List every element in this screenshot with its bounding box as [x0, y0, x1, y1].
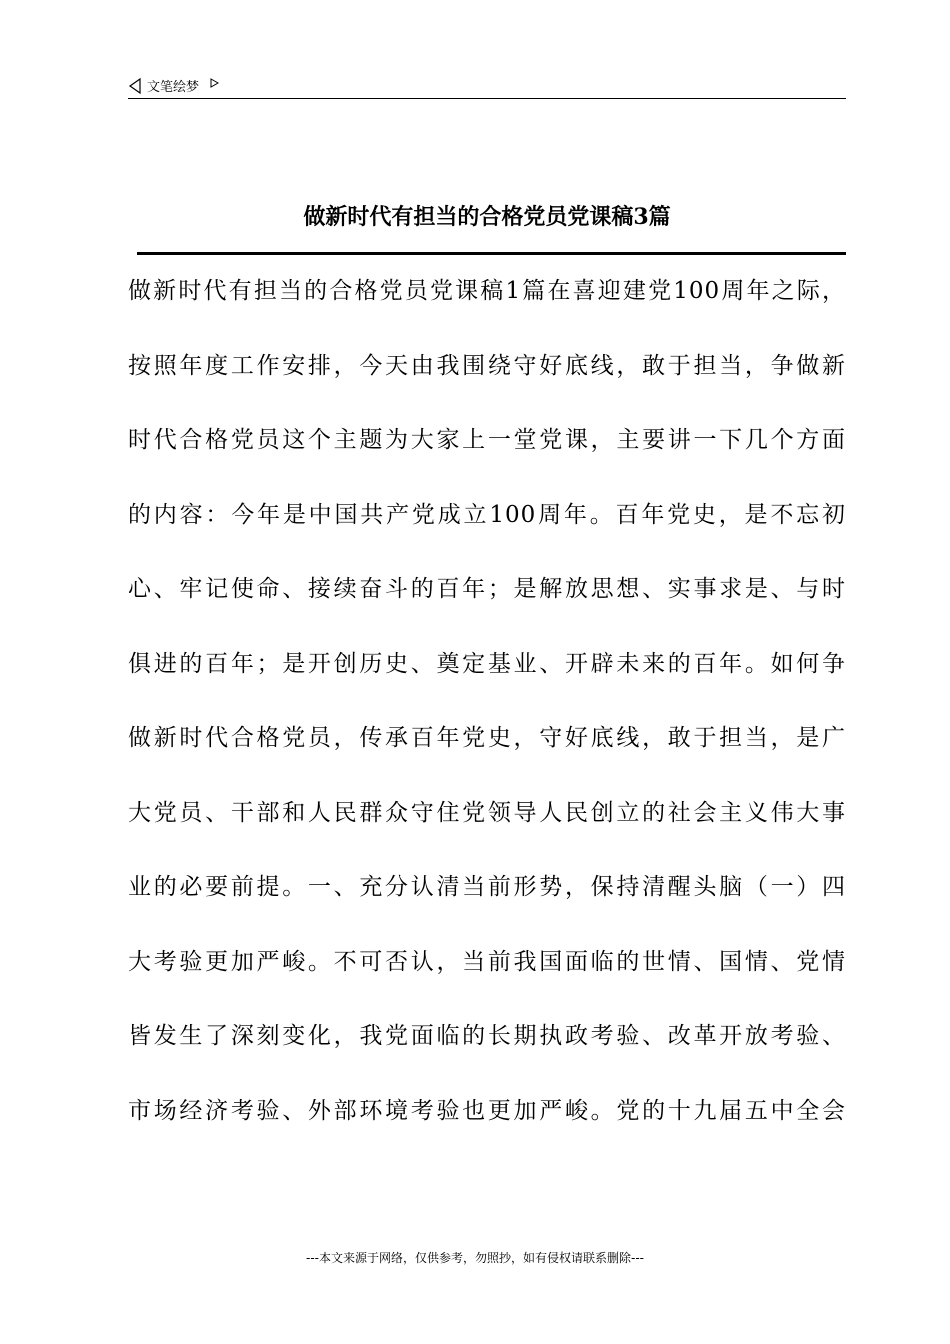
page-header — [128, 74, 846, 99]
paragraph-line: 皆发生了深刻变化，我党面临的长期执政考验、改革开放考验、 — [128, 1023, 846, 1049]
paragraph-line: 按照年度工作安排，今天由我围绕守好底线，敢于担当，争做新 — [128, 352, 846, 379]
page-title: 做新时代有担当的合格党员党课稿3篇 — [303, 204, 671, 230]
triangle-left-icon — [128, 78, 142, 94]
paragraph-line: 业的必要前提。一、充分认清当前形势，保持清醒头脑（一）四 — [128, 874, 846, 900]
paragraph-line: 做新时代有担当的合格党员党课稿1篇在喜迎建党100周年之际， — [128, 278, 846, 304]
paragraph-line: 大党员、干部和人民群众守住党领导人民创立的社会主义伟大事 — [128, 799, 846, 826]
paragraph-line: 时代合格党员这个主题为大家上一堂党课，主要讲一下几个方面 — [128, 427, 846, 453]
body-text — [128, 272, 846, 1166]
paragraph-line: 心、牢记使命、接续奋斗的百年；是解放思想、实事求是、与时 — [128, 576, 846, 602]
brand — [128, 76, 219, 95]
page-footer: ---本文来源于网络，仅供参考，勿照抄，如有侵权请联系删除--- — [306, 1251, 644, 1265]
title-divider — [137, 252, 846, 255]
paragraph-line: 大考验更加严峻。不可否认，当前我国面临的世情、国情、党情 — [128, 948, 846, 975]
brand-name: 文笔绘梦 — [147, 80, 200, 95]
paragraph-line: 市场经济考验、外部环境考验也更加严峻。党的十九届五中全会 — [128, 1097, 846, 1124]
paragraph-line: 俱进的百年；是开创历史、奠定基业、开辟未来的百年。如何争 — [128, 650, 846, 677]
paragraph-line: 做新时代合格党员，传承百年党史，守好底线，敢于担当，是广 — [128, 725, 846, 751]
paragraph-line: 的内容：今年是中国共产党成立100周年。百年党史，是不忘初 — [128, 501, 846, 528]
triangle-right-icon — [210, 78, 219, 88]
